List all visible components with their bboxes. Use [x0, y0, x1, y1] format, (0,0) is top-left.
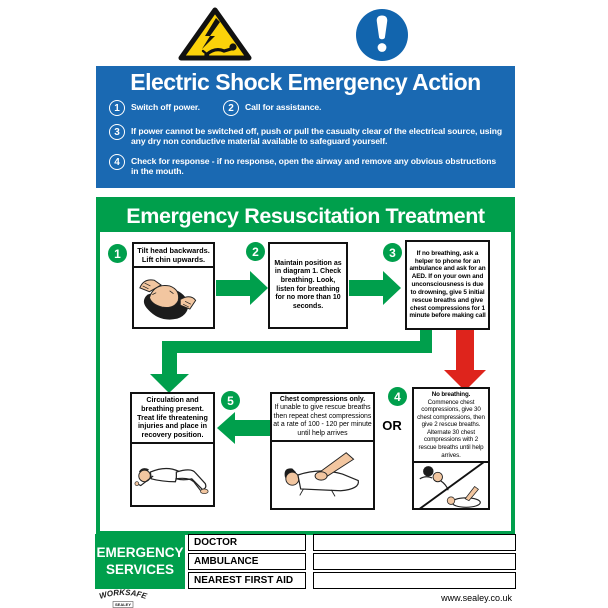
- flow-box-1-text: Tilt head backwards. Lift chin upwards.: [137, 246, 210, 265]
- electric-shock-title: Electric Shock Emergency Action: [130, 69, 481, 95]
- worksafe-logo-text: WORKSAFE: [98, 588, 148, 601]
- table-row: [188, 572, 516, 589]
- flow-box-4-title: No breathing.: [431, 391, 471, 398]
- flow-box-2-text: Maintain position as in diagram 1. Check breathing. Look, listen for breathing for no more than 10 seconds.: [274, 259, 342, 310]
- step-number-badge: 3: [109, 124, 125, 140]
- svg-text:WORKSAFE: [98, 588, 148, 601]
- head-tilt-illustration: [134, 266, 213, 327]
- table-row: [188, 553, 516, 570]
- worksafe-logo: [90, 588, 156, 608]
- flow-step-3-badge: 3: [383, 243, 402, 262]
- electric-shock-warning-icon: [178, 6, 252, 67]
- ambulance-label: AMBULANCE: [188, 553, 306, 570]
- flow-step-5-badge: 5: [221, 391, 240, 410]
- shock-step-1: [109, 100, 200, 116]
- shock-step-1-text: Switch off power.: [131, 102, 200, 112]
- flow-step-1-badge: 1: [108, 244, 127, 263]
- doctor-label: DOCTOR: [188, 534, 306, 551]
- flow-box-compressions-only: [270, 392, 375, 510]
- resuscitation-panel: [96, 197, 515, 535]
- electric-shock-panel: [96, 66, 515, 188]
- shock-step-2-text: Call for assistance.: [245, 102, 322, 112]
- emergency-services-line1: EMERGENCY: [96, 544, 184, 560]
- flow-box-check-breathing: [268, 242, 348, 329]
- flow-step-2-badge: 2: [246, 242, 265, 261]
- flow-box-head-tilt: [132, 242, 215, 329]
- worksafe-logo-sub-text: SEALEY: [114, 602, 132, 608]
- nearest-first-aid-label: NEAREST FIRST AID: [188, 572, 306, 589]
- table-row: [188, 534, 516, 551]
- shock-step-3-text: If power cannot be switched off, push or pull the casualty clear of the electrical source, using any dry non conductive material available to safeguard yourself.: [131, 126, 502, 147]
- rescue-breaths-compressions-illustration: [414, 461, 488, 508]
- doctor-value-field[interactable]: [313, 534, 516, 551]
- flow-box-3-text: If no breathing, ask a helper to phone for an ambulance and ask for an AED. If on your own and unconsciousness is due to drowning, give 5 initial rescue breaths and give chest compressions for 1 minute before making call: [409, 249, 486, 320]
- flow-box-no-breathing: [412, 387, 490, 510]
- flow-box-5-title: Circulation and breathing present.: [141, 395, 204, 413]
- website-url: www.sealey.co.uk: [441, 593, 512, 603]
- shock-step-2: [223, 100, 321, 116]
- shock-step-4-text: Check for response - if no response, open the airway and remove any obvious obstructions in the mouth.: [131, 156, 497, 177]
- flow-box-5-text: [132, 394, 213, 442]
- shock-step-4: [109, 154, 505, 176]
- flow-box-call-ambulance: [405, 240, 490, 330]
- emergency-services-line2: SERVICES: [105, 561, 175, 577]
- shock-step-3: [109, 124, 505, 146]
- flow-box-recovery-position: [130, 392, 215, 507]
- chest-compressions-illustration: [272, 440, 373, 508]
- flow-box-4b-body: If unable to give rescue breaths then repeat chest compressions at a rate of 100 - 120 per minute until help arrives: [273, 404, 372, 437]
- flow-step-4-badge: 4: [388, 387, 407, 406]
- or-label: OR: [382, 418, 402, 433]
- recovery-position-illustration: [132, 442, 213, 505]
- resuscitation-title: Emergency Resuscitation Treatment: [100, 201, 511, 232]
- resuscitation-flowchart: [100, 232, 511, 531]
- flow-box-4b-text: [272, 394, 373, 440]
- step-number-badge: 4: [109, 154, 125, 170]
- nearest-first-aid-value-field[interactable]: [313, 572, 516, 589]
- flow-box-4-body: Commence chest compressions, give 30 chest compressions, then give 2 rescue breaths. Alternate 30 chest compressions with 2 rescue breaths until help arrives.: [417, 398, 485, 459]
- flow-box-4b-title: Chest compressions only.: [279, 396, 366, 403]
- ambulance-value-field[interactable]: [313, 553, 516, 570]
- emergency-services-table: [188, 534, 516, 589]
- mandatory-exclamation-icon: [354, 7, 410, 68]
- emergency-services-label: [95, 534, 185, 589]
- flow-box-5-body: Treat life threatening injuries and place in recovery position.: [137, 412, 208, 440]
- step-number-badge: 2: [223, 100, 239, 116]
- step-number-badge: 1: [109, 100, 125, 116]
- flow-box-4-text: [414, 389, 488, 461]
